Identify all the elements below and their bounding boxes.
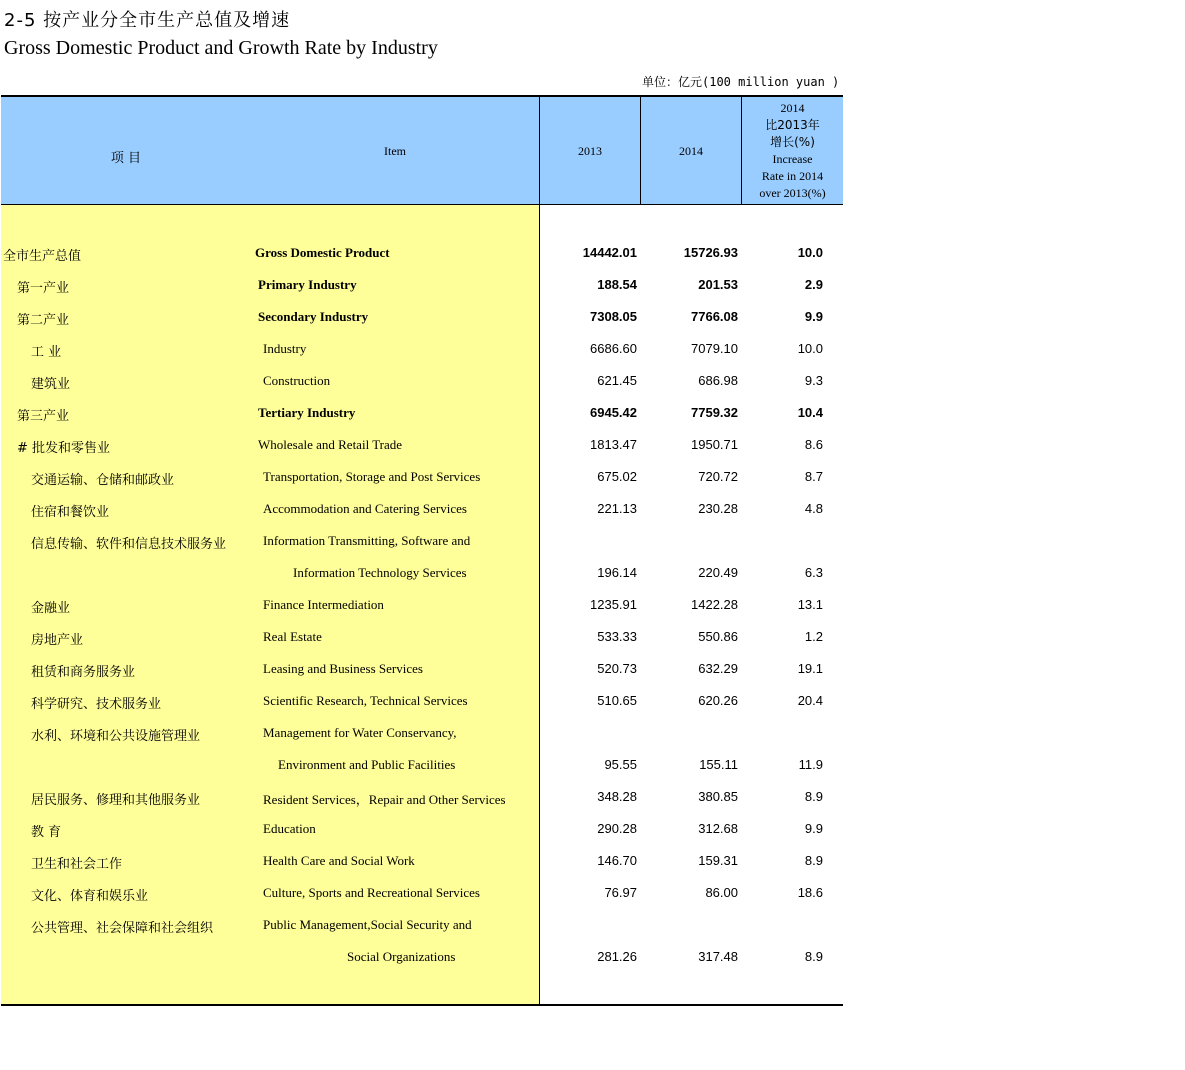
unit-label: 单位：亿元(100 million yuan ) (642, 75, 840, 89)
row-item-cn: 租赁和商务服务业 (31, 665, 136, 680)
row-item-en: Education (263, 821, 316, 836)
growth-rate: 20.4 (797, 693, 823, 708)
value-2013: 6686.60 (590, 341, 637, 356)
table-row (1, 686, 843, 718)
growth-rate: 6.3 (804, 565, 823, 580)
value-2014: 230.28 (698, 501, 738, 516)
table-row (1, 430, 843, 462)
table-row (1, 238, 843, 270)
row-item-en: Resident Services，Repair and Other Services (263, 792, 506, 807)
value-2014: 7766.08 (691, 309, 738, 324)
row-item-en: Construction (263, 373, 331, 388)
row-item-cn: 建筑业 (31, 377, 71, 392)
value-2013: 281.26 (597, 949, 637, 964)
column-divider (741, 95, 742, 205)
value-2014: 1422.28 (691, 597, 738, 612)
table-row (1, 654, 843, 686)
header-item-cn: 项 目 (110, 150, 142, 166)
value-2013: 221.13 (597, 501, 637, 516)
row-item-cn: 第一产业 (17, 281, 70, 296)
row-item-en: Health Care and Social Work (263, 853, 415, 868)
growth-rate: 9.3 (804, 373, 823, 388)
page-title-cn: 2-5 按产业分全市生产总值及增速 (4, 10, 291, 31)
growth-rate: 13.1 (797, 597, 823, 612)
table-row (1, 494, 843, 526)
header-rate-line: Rate in 2014 (761, 169, 824, 183)
value-2013: 621.45 (597, 373, 637, 388)
value-2014: 86.00 (705, 885, 738, 900)
gdp-table (1, 95, 843, 1006)
value-2014: 550.86 (698, 629, 738, 644)
table-row (1, 462, 843, 494)
row-item-en: Tertiary Industry (258, 405, 356, 420)
row-item-en: Real Estate (263, 629, 322, 644)
table-row (1, 398, 843, 430)
row-item-cn: 卫生和社会工作 (31, 857, 123, 872)
value-2014: 312.68 (698, 821, 738, 836)
value-2013: 7308.05 (590, 309, 637, 324)
row-item-en: Leasing and Business Services (263, 661, 423, 676)
growth-rate: 2.9 (804, 277, 823, 292)
table-row (1, 270, 843, 302)
value-2013: 95.55 (604, 757, 637, 772)
table-row (1, 878, 843, 910)
row-item-cn: 居民服务、修理和其他服务业 (31, 793, 201, 808)
value-2014: 7079.10 (691, 341, 738, 356)
growth-rate: 18.6 (797, 885, 823, 900)
value-2013: 290.28 (597, 821, 637, 836)
table-row (1, 750, 843, 782)
value-2014: 1950.71 (691, 437, 738, 452)
growth-rate: 10.0 (797, 245, 823, 260)
value-2013: 196.14 (597, 565, 637, 580)
value-2014: 620.26 (698, 693, 738, 708)
row-item-cn: 工 业 (31, 345, 62, 360)
row-item-en: Information Transmitting, Software and (263, 533, 471, 548)
row-item-en: Information Technology Services (293, 565, 467, 580)
row-item-en: Management for Water Conservancy, (263, 725, 457, 740)
row-item-cn: 信息传输、软件和信息技术服务业 (31, 537, 227, 552)
row-item-en: Culture, Sports and Recreational Services (263, 885, 480, 900)
row-item-cn: 全市生产总值 (3, 249, 82, 264)
value-2013: 675.02 (597, 469, 637, 484)
value-2014: 380.85 (698, 789, 738, 804)
value-2014: 159.31 (698, 853, 738, 868)
table-row (1, 302, 843, 334)
value-2013: 14442.01 (582, 245, 637, 260)
table-row (1, 334, 843, 366)
row-item-cn: 文化、体育和娱乐业 (31, 889, 149, 904)
row-item-en: Primary Industry (258, 277, 357, 292)
row-item-en: Secondary Industry (258, 309, 369, 324)
table-row (1, 558, 843, 590)
row-item-cn: 交通运输、仓储和邮政业 (31, 473, 175, 488)
growth-rate: 8.9 (804, 789, 823, 804)
table-header (1, 95, 843, 205)
row-item-en: Public Management,Social Security and (263, 917, 472, 932)
growth-rate: 10.4 (797, 405, 823, 420)
value-2014: 201.53 (698, 277, 738, 292)
table-row (1, 846, 843, 878)
value-2014: 7759.32 (691, 405, 738, 420)
row-item-en: Scientific Research, Technical Services (263, 693, 468, 708)
growth-rate: 1.2 (804, 629, 823, 644)
value-2013: 348.28 (597, 789, 637, 804)
growth-rate: 8.9 (804, 949, 823, 964)
growth-rate: 8.9 (804, 853, 823, 868)
table-row (1, 590, 843, 622)
value-2014: 317.48 (698, 949, 738, 964)
row-item-en: Industry (263, 341, 307, 356)
table-row (1, 622, 843, 654)
value-2014: 632.29 (698, 661, 738, 676)
value-2013: 510.65 (597, 693, 637, 708)
value-2013: 1813.47 (590, 437, 637, 452)
growth-rate: 4.8 (804, 501, 823, 516)
table-row (1, 526, 843, 558)
growth-rate: 9.9 (804, 821, 823, 836)
table-row (1, 366, 843, 398)
row-item-cn: 房地产业 (31, 633, 84, 648)
table-row (1, 718, 843, 750)
value-2013: 520.73 (597, 661, 637, 676)
value-2014: 686.98 (698, 373, 738, 388)
row-item-cn: 公共管理、社会保障和社会组织 (31, 921, 214, 936)
row-item-cn: 水利、环境和公共设施管理业 (31, 729, 201, 744)
header-item-en: Item (384, 143, 406, 158)
header-rate-line: 2014 (780, 101, 805, 115)
row-item-en: Finance Intermediation (263, 597, 384, 612)
row-item-cn: 第二产业 (17, 313, 70, 328)
header-2013: 2013 (578, 143, 602, 158)
header-rate-line: 比2013年 (765, 118, 820, 132)
row-item-cn: 住宿和餐饮业 (31, 505, 110, 520)
row-item-cn: 金融业 (31, 601, 71, 616)
table-row (1, 782, 843, 814)
value-2014: 155.11 (699, 757, 738, 772)
row-item-cn: 教 育 (31, 825, 62, 840)
table-row (1, 942, 843, 974)
growth-rate: 19.1 (797, 661, 823, 676)
value-2013: 188.54 (597, 277, 637, 292)
row-item-en: Wholesale and Retail Trade (258, 437, 403, 452)
row-item-en: Social Organizations (347, 949, 456, 964)
table-row (1, 814, 843, 846)
table-bottom-rule (1, 1004, 843, 1006)
value-2013: 6945.42 (590, 405, 637, 420)
value-2014: 15726.93 (683, 245, 738, 260)
header-rate-line: Increase (772, 152, 813, 166)
growth-rate: 8.7 (804, 469, 823, 484)
row-item-cn: 科学研究、技术服务业 (31, 697, 162, 712)
value-2013: 533.33 (597, 629, 637, 644)
growth-rate: 11.9 (798, 757, 823, 772)
value-2013: 146.70 (597, 853, 637, 868)
value-2014: 220.49 (698, 565, 738, 580)
growth-rate: 9.9 (804, 309, 823, 324)
value-2013: 1235.91 (590, 597, 637, 612)
page-title-en: Gross Domestic Product and Growth Rate by Industry (4, 37, 438, 59)
table-row (1, 910, 843, 942)
row-item-en: Environment and Public Facilities (278, 757, 456, 772)
row-item-en: Gross Domestic Product (255, 245, 390, 260)
row-item-en: Accommodation and Catering Services (263, 501, 467, 516)
header-rate-line: over 2013(%) (759, 186, 826, 200)
growth-rate: 10.0 (797, 341, 823, 356)
header-2014: 2014 (679, 143, 703, 158)
row-item-en: Transportation, Storage and Post Services (263, 469, 481, 484)
growth-rate: 8.6 (804, 437, 823, 452)
row-item-cn: 第三产业 (17, 409, 70, 424)
value-2014: 720.72 (698, 469, 738, 484)
header-rate-line: 增长(%) (770, 135, 815, 149)
header-rate (742, 97, 843, 205)
row-item-cn: # 批发和零售业 (17, 441, 111, 456)
value-2013: 76.97 (604, 885, 637, 900)
column-divider (640, 95, 641, 205)
